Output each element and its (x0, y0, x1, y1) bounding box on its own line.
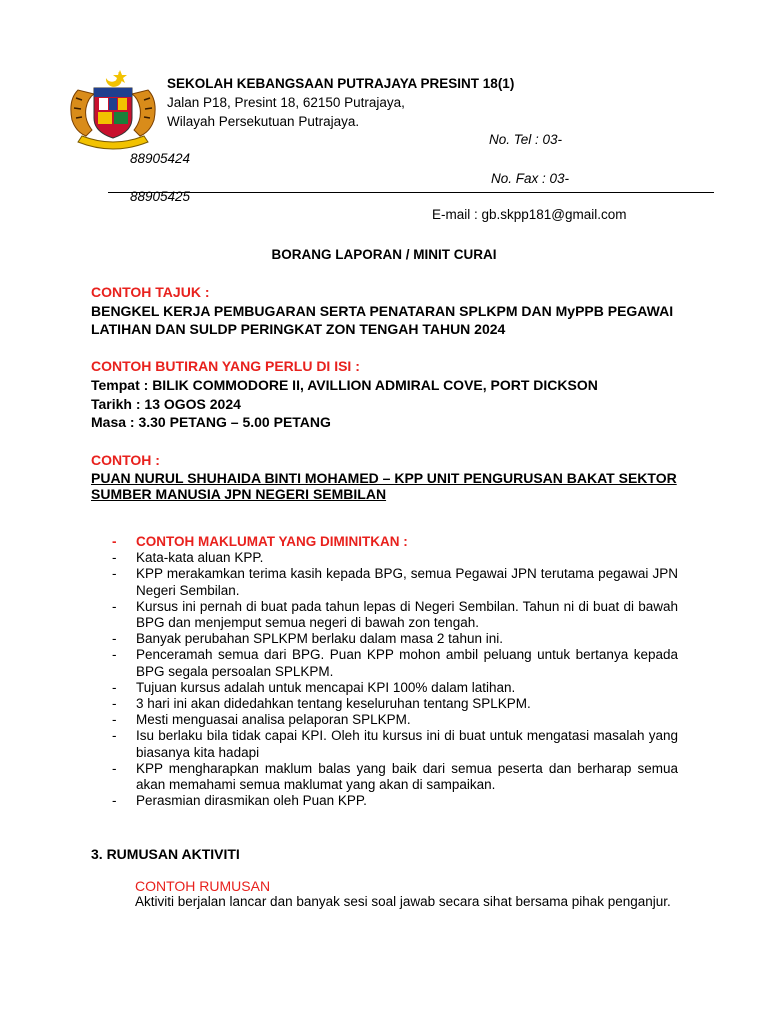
tarikh: Tarikh : 13 OGOS 2024 (91, 396, 241, 412)
list-marker: - (112, 566, 117, 582)
list-marker: - (112, 679, 117, 695)
list-item (112, 647, 678, 679)
tajuk-line-2: LATIHAN DAN SULDP PERINGKAT ZON TENGAH TAHUN 2024 (91, 321, 506, 337)
butiran-label: CONTOH BUTIRAN YANG PERLU DI ISI : (91, 358, 360, 374)
tempat: Tempat : BILIK COMMODORE II, AVILLION ADMIRAL COVE, PORT DICKSON (91, 377, 598, 393)
list-marker: - (112, 760, 117, 776)
list-item-text: Tujuan kursus adalah untuk mencapai KPI 100% dalam latihan. (136, 679, 516, 695)
tel-number: 88905424 (130, 151, 191, 166)
list-item (112, 550, 678, 566)
rumusan-text: Aktiviti berjalan lancar dan banyak sesi soal jawab secara sihat bersama pihak penganjur. (135, 894, 671, 909)
school-name: SEKOLAH KEBANGSAAN PUTRAJAYA PRESINT 18(1) (167, 76, 515, 91)
list-marker: - (112, 631, 117, 647)
list-item (112, 728, 678, 760)
list-item (112, 761, 678, 793)
masa: Masa : 3.30 PETANG – 5.00 PETANG (91, 414, 331, 430)
contoh-line-1: PUAN NURUL SHUHAIDA BINTI MOHAMED – KPP UNIT PENGURUSAN BAKAT SEKTOR (91, 470, 677, 486)
contoh-label: CONTOH : (91, 452, 160, 468)
maklumat-list (112, 534, 678, 809)
list-marker: - (112, 550, 117, 566)
contoh-line-2: SUMBER MANUSIA JPN NEGERI SEMBILAN (91, 486, 387, 502)
list-item-text: Penceramah semua dari BPG. Puan KPP mohon ambil peluang untuk bertanya kepada BPG segala persoalan SPLKPM. (136, 647, 678, 679)
address-line-2: Wilayah Persekutuan Putrajaya. (167, 114, 360, 129)
tel-label: No. Tel : 03- (489, 132, 563, 147)
list-marker: - (112, 712, 117, 728)
list-item-text: Kata-kata aluan KPP. (136, 550, 264, 566)
list-marker: - (112, 696, 117, 712)
email: E-mail : gb.skpp181@gmail.com (432, 207, 627, 222)
tajuk-line-1: BENGKEL KERJA PEMBUGARAN SERTA PENATARAN SPLKPM DAN MyPPB PEGAWAI (91, 303, 674, 319)
list-item (112, 696, 678, 712)
list-item (112, 599, 678, 631)
maklumat-heading (112, 534, 678, 550)
list-marker: - (112, 534, 117, 549)
list-item (112, 793, 678, 809)
fax-number: 88905425 (130, 189, 191, 204)
list-item (112, 680, 678, 696)
list-marker: - (112, 598, 117, 614)
list-item-text: Perasmian dirasmikan oleh Puan KPP. (136, 793, 367, 809)
list-item-text: 3 hari ini akan didedahkan tentang keseluruhan tentang SPLKPM. (136, 696, 531, 712)
list-item-text: Isu berlaku bila tidak capai KPI. Oleh itu kursus ini di buat untuk mengatasi masalah yang biasanya kita hadapi (136, 728, 678, 760)
list-item-text: KPP mengharapkan maklum balas yang baik dari semua peserta dan berharap semua akan memahami semua maklumat yang akan di sampaikan. (136, 760, 678, 793)
tajuk-label: CONTOH TAJUK : (91, 284, 210, 300)
list-marker: - (112, 793, 117, 809)
list-item (112, 566, 678, 598)
rumusan-label: CONTOH RUMUSAN (135, 878, 271, 894)
list-item-text: Banyak perubahan SPLKPM berlaku dalam masa 2 tahun ini. (136, 631, 503, 647)
list-item (112, 631, 678, 647)
list-item-text: KPP merakamkan terima kasih kepada BPG, semua Pegawai JPN terutama pegawai JPN Negeri Sembilan. (136, 566, 678, 598)
list-item-text: Mesti menguasai analisa pelaporan SPLKPM. (136, 712, 411, 728)
header-divider (108, 192, 714, 193)
list-marker: - (112, 647, 117, 663)
list-marker: - (112, 728, 117, 744)
coat-of-arms-icon (64, 68, 162, 150)
list-item-text: Kursus ini pernah di buat pada tahun lepas di Negeri Sembilan. Tahun ni di buat di bawah BPG dan menjemput semua negeri di bawah zon tengah. (136, 598, 678, 631)
fax-label: No. Fax : 03- (491, 171, 570, 186)
rumusan-heading: 3. RUMUSAN AKTIVITI (91, 846, 240, 862)
list-item (112, 712, 678, 728)
maklumat-label: CONTOH MAKLUMAT YANG DIMINITKAN : (136, 534, 408, 549)
form-title: BORANG LAPORAN / MINIT CURAI (271, 247, 497, 262)
address-line-1: Jalan P18, Presint 18, 62150 Putrajaya, (167, 95, 405, 110)
